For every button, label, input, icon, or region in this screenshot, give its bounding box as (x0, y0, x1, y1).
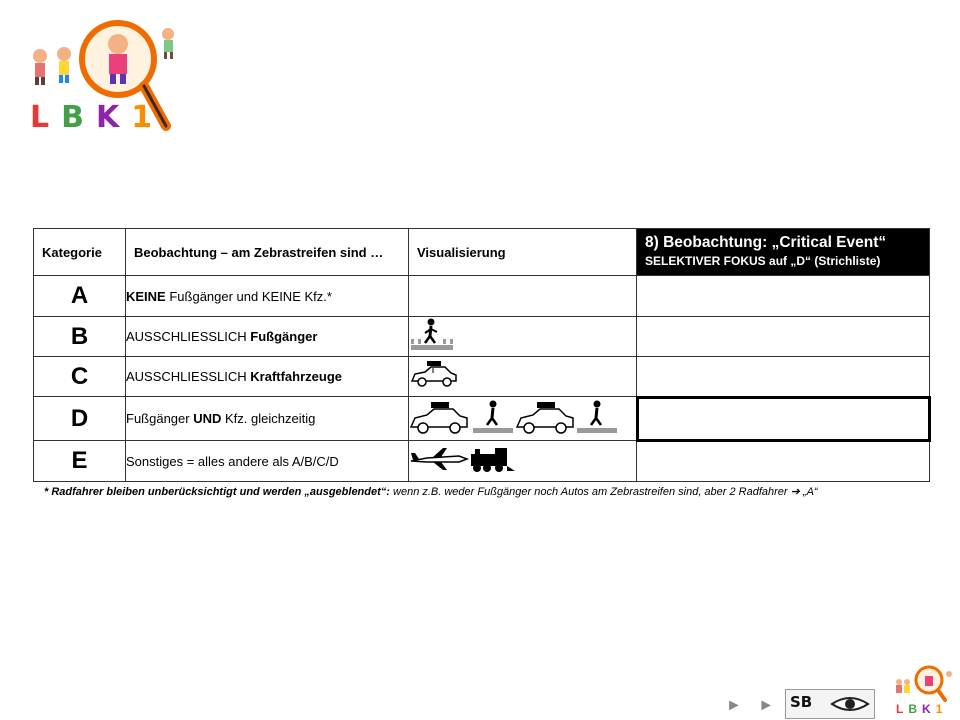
observation-text (126, 397, 409, 441)
bold-text: UND (193, 411, 222, 426)
category-label: E (34, 441, 126, 482)
category-label: B (34, 317, 126, 357)
table-row (34, 317, 930, 357)
mini-lbk1-logo (893, 664, 955, 720)
bold-text: Fußgänger (250, 329, 318, 344)
footnote-text: wenn z.B. weder Fußgänger noch Autos am Zebrastreifen sind, aber 2 Radfahrer (389, 486, 791, 498)
plain-text: Fußgänger (126, 411, 194, 426)
plain-text: Kfz. gleichzeitig (221, 411, 316, 426)
header-visualization: Visualisierung (409, 229, 637, 276)
footnote-bold: * Radfahrer bleiben unberücksichtigt und werden „ausgeblendet“: (44, 486, 390, 498)
header-observation: Beobachtung – am Zebrastreifen sind … (126, 229, 409, 276)
category-label: A (34, 276, 126, 317)
plain-text: Sonstiges = alles andere als A/B/C/D (126, 453, 339, 469)
footnote (44, 485, 818, 498)
critical-event-title: 8) Beobachtung: „Critical Event“ (645, 234, 887, 251)
table-row (34, 276, 930, 317)
bold-text: Kraftfahrzeuge (250, 369, 343, 384)
table-row (34, 357, 930, 397)
category-label: D (34, 397, 126, 441)
category-label: C (34, 357, 126, 397)
sb-logo (785, 689, 875, 719)
table-row (34, 397, 930, 441)
observation-text (126, 276, 409, 317)
logo-letter: L (896, 702, 904, 716)
airplane-icon (411, 448, 467, 470)
logo-letter: B (61, 100, 84, 135)
sb-logo-text: SB (790, 693, 813, 711)
observation-table (33, 228, 930, 482)
car-icon (411, 402, 467, 433)
airplane-train-icons (409, 444, 519, 474)
logo-letter: 1 (131, 100, 153, 135)
plain-text: AUSSCHLIESSLICH (126, 369, 251, 384)
plain-text: Fußgänger und KEINE Kfz.* (165, 288, 332, 304)
pedestrian-crossing-icon (577, 401, 617, 434)
logo-letter: K (922, 702, 931, 716)
visualization-cell (409, 441, 637, 482)
critical-event-subtitle: SELEKTIVER FOKUS auf „D“ (Strichliste) (645, 254, 881, 268)
table-header-row (34, 229, 930, 276)
train-icon (471, 448, 515, 472)
visualization-cell (409, 317, 637, 357)
car-pedestrian-sequence (409, 397, 619, 435)
plain-text: AUSSCHLIESSLICH (126, 329, 251, 344)
car-icon (517, 402, 573, 433)
next-slide-button[interactable]: ► ► (726, 697, 781, 714)
car-icon (409, 359, 459, 389)
pedestrian-crossing-icon (409, 317, 457, 351)
lbk1-logo (26, 14, 186, 149)
eye-icon (830, 694, 870, 714)
table-row (34, 441, 930, 482)
logo-letter: B (908, 702, 918, 716)
tally-cell-critical[interactable] (637, 397, 930, 441)
logo-letter: L (30, 100, 50, 135)
tally-cell[interactable] (637, 317, 930, 357)
observation-text (126, 317, 409, 357)
tally-cell[interactable] (637, 357, 930, 397)
logo-letter: 1 (935, 702, 943, 716)
observation-text (126, 441, 409, 482)
pedestrian-crossing-icon (473, 401, 513, 434)
arrow-right-icon: ➔ (790, 486, 800, 498)
footnote-end: „A“ (799, 486, 818, 498)
tally-cell[interactable] (637, 276, 930, 317)
tally-cell[interactable] (637, 441, 930, 482)
visualization-cell (409, 276, 637, 317)
bold-text: KEINE (126, 288, 166, 304)
visualization-cell (409, 397, 637, 441)
header-category: Kategorie (34, 229, 126, 276)
logo-letter: K (96, 100, 120, 135)
header-critical-event (637, 229, 930, 276)
magnifier-kids-icon (893, 664, 955, 704)
logo-letters (30, 100, 152, 135)
observation-text (126, 357, 409, 397)
logo-letters (896, 702, 942, 716)
visualization-cell (409, 357, 637, 397)
